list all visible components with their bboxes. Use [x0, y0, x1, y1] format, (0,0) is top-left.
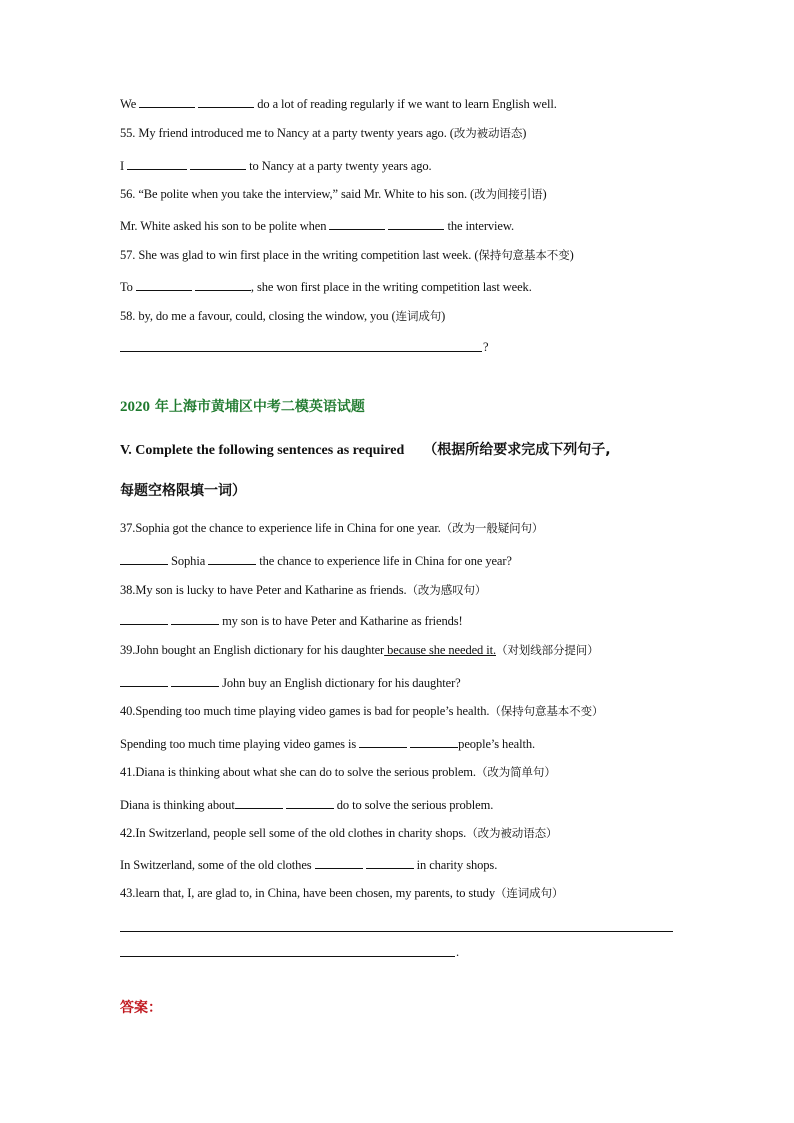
q38-answer-line: my son is to have Peter and Katharine as friends! [120, 613, 463, 629]
question-43: 43.learn that, I, are glad to, in China, have been chosen, my parents, to study（连词成句） [120, 886, 564, 900]
blank[interactable] [190, 158, 246, 170]
answer-label: 答案： [120, 1000, 162, 1016]
q58-answer-punct: ? [483, 340, 489, 354]
blank[interactable] [235, 797, 283, 809]
exam-heading: 2020 年上海市黄埔区中考二模英语试题 [120, 399, 365, 415]
blank[interactable] [366, 857, 414, 869]
q43-answer-blank-1[interactable] [120, 931, 673, 932]
q55-answer-line: I to Nancy at a party twenty years ago. [120, 159, 432, 173]
question-41: 41.Diana is thinking about what she can do to solve the serious problem.（改为简单句） [120, 765, 556, 779]
blank[interactable] [329, 218, 385, 230]
blank[interactable] [286, 797, 334, 809]
q40-answer-line: Spending too much time playing video games is people’s health. [120, 737, 536, 751]
blank[interactable] [410, 736, 458, 748]
q57-answer-line: To , she won first place in the writing competition last week. [120, 280, 532, 294]
q39-answer-line: John buy an English dictionary for his daughter? [120, 675, 461, 691]
blank[interactable] [127, 158, 187, 170]
question-56: 56. “Be polite when you take the interview,” said Mr. White to his son. (改为间接引语) [120, 187, 547, 201]
blank[interactable] [120, 553, 168, 565]
blank[interactable] [198, 96, 254, 108]
blank[interactable] [120, 613, 168, 625]
blank[interactable] [195, 279, 251, 291]
q43-answer-punct: . [456, 945, 460, 959]
question-40: 40.Spending too much time playing video games is bad for people’s health.（保持句意基本不变） [120, 704, 604, 718]
q43-answer-blank-2[interactable] [120, 956, 455, 957]
q42-answer-line: In Switzerland, some of the old clothes in charity shops. [120, 858, 498, 872]
q37-answer-line: Sophia the chance to experience life in China for one year? [120, 553, 512, 569]
blank[interactable] [171, 675, 219, 687]
section-title: V. Complete the following sentences as required （根据所给要求完成下列句子, [120, 442, 611, 458]
q58-answer-blank[interactable] [120, 351, 482, 352]
question-38: 38.My son is lucky to have Peter and Katharine as friends.（改为感叹句） [120, 583, 487, 597]
question-58: 58. by, do me a favour, could, closing the window, you (连词成句) [120, 309, 446, 323]
question-37: 37.Sophia got the chance to experience life in China for one year.（改为一般疑问句） [120, 521, 544, 535]
blank[interactable] [136, 279, 192, 291]
blank[interactable] [139, 96, 195, 108]
blank[interactable] [171, 613, 219, 625]
question-57: 57. She was glad to win first place in the writing competition last week. (保持句意基本不变) [120, 248, 574, 262]
q54-answer-line: We do a lot of reading regularly if we want to learn English well. [120, 97, 557, 111]
blank[interactable] [120, 675, 168, 687]
q56-answer-line: Mr. White asked his son to be polite when the interview. [120, 219, 515, 233]
question-39: 39.John bought an English dictionary for his daughter because she needed it.（对划线部分提问） [120, 643, 599, 657]
blank[interactable] [388, 218, 444, 230]
q41-answer-line: Diana is thinking about do to solve the serious problem. [120, 798, 494, 812]
section-title-line2: 每题空格限填一词） [120, 483, 246, 499]
blank[interactable] [315, 857, 363, 869]
blank[interactable] [208, 553, 256, 565]
blank[interactable] [359, 736, 407, 748]
question-42: 42.In Switzerland, people sell some of the old clothes in charity shops.（改为被动语态） [120, 826, 558, 840]
underlined-part: because she needed it. [384, 643, 496, 657]
question-55: 55. My friend introduced me to Nancy at a party twenty years ago. (改为被动语态) [120, 126, 527, 140]
